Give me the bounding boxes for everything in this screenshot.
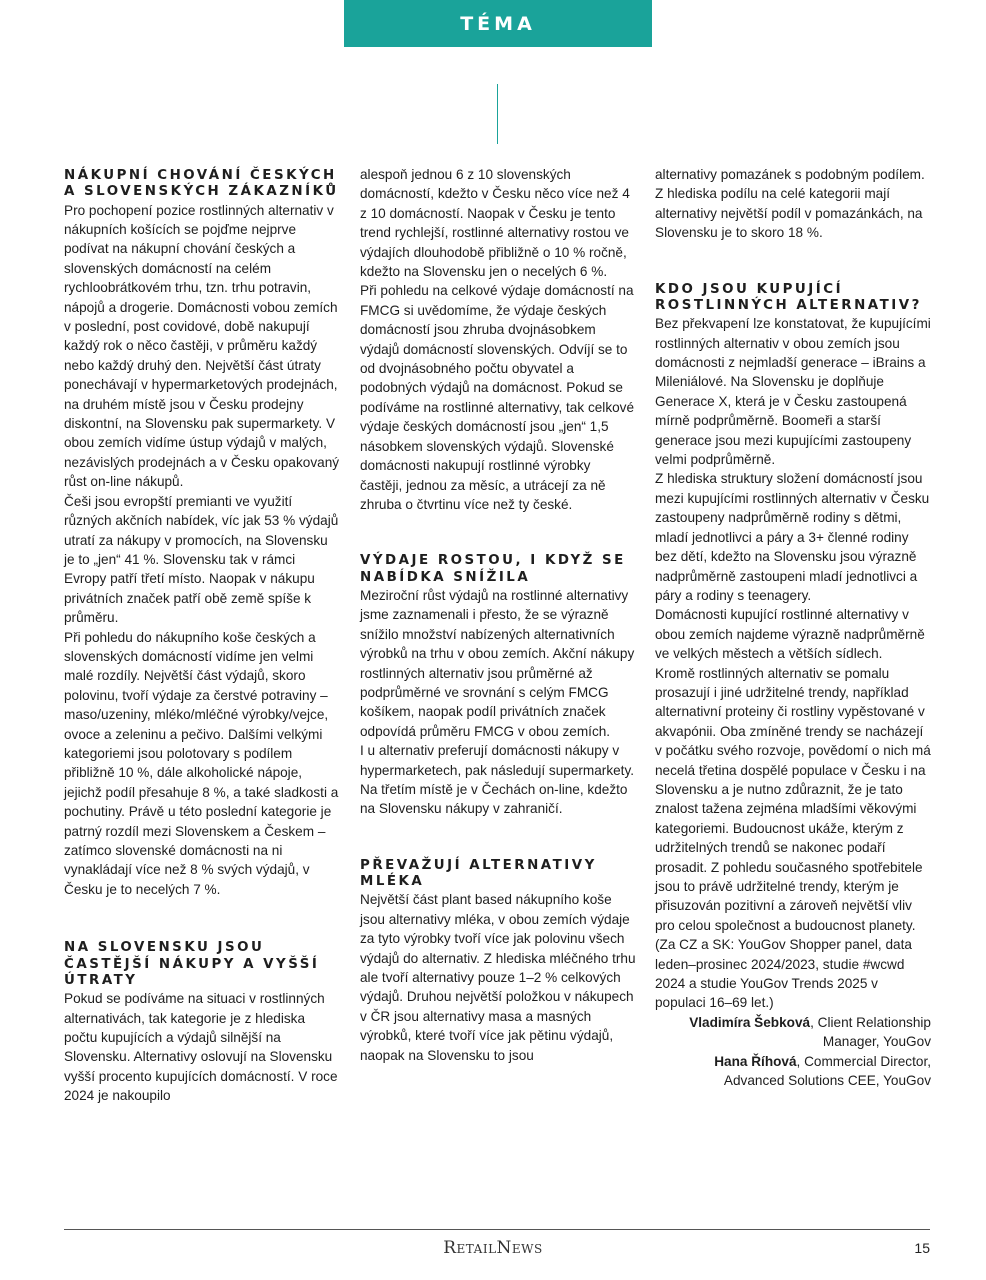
author-role: , Client Relationship Manager, YouGov [810, 1014, 931, 1050]
author-sebkova [655, 1013, 931, 1052]
column-2 [360, 165, 636, 1065]
heading-slovakia-shopping: NA SLOVENSKU JSOU ČASTĚJŠÍ NÁKUPY A VYŠŠÍ ÚTRATY [64, 940, 320, 988]
paragraph: alespoň jednou 6 z 10 slovenských domácností, kdežto v Česku něco více než 4 z 10 domácností. Naopak v Česku je tento trend rychlejší, rostlinné alternativy rostou ve výdajích dlouhodobě přibližně o 10 % ročně, kdežto na Slovensku jen o necelých 6 %. [360, 167, 630, 280]
paragraph: Při pohledu na celkové výdaje domácností na FMCG si uvědomíme, že výdaje českých domácností jsou zhruba dvojnásobkem výdajů domácností slovenských. Odvíjí se to od dvojnásobného počtu obyvatel a podobných výdajů na domácnost. Pokud se podíváme na rostlinné alternativy, tak celkové výdaje českých domácností jsou „jen“ 1,5 násobkem slovenských výdajů. Slovenské domácnosti nakupují rostlinné výrobky častěji, jednou za měsíc, a utrácejí za ně zhruba o čtvrtinu více než ty české. [360, 283, 635, 512]
paragraph: Pokud se podíváme na situaci v rostlinných alternativách, tak kategorie je z hlediska počtu kupujících a výdajů silnější na Slovensku. Alternativy oslovují na Slovensku vyšší procento kupujících domácností. V roce 2024 je nakoupilo [64, 991, 338, 1104]
decorative-vertical-line [497, 84, 498, 144]
spacer [360, 514, 636, 553]
paragraph: Domácnosti kupující rostlinné alternativy v obou zemích najdeme výrazně nadprůměrně ve velkých městech a větších sídlech. [655, 607, 925, 662]
section-header-tema: TÉMA [344, 0, 652, 47]
paragraph: alternativy pomazánek s podobným podílem. Z hlediska podílu na celé kategorii mají alternativy největší podíl v pomazánkách, na Slovensku je to skoro 18 %. [655, 167, 925, 241]
heading-shopping-behavior: NÁKUPNÍ CHOVÁNÍ ČESKÝCH A SLOVENSKÝCH ZÁKAZNÍKŮ [64, 168, 339, 200]
magazine-logo: RetailNews [443, 1238, 543, 1258]
paragraph: Při pohledu do nákupního koše českých a slovenských domácností vidíme jen velmi malé rozdíly. Největší část výdajů, skoro polovinu, tvoří výdaje za čerstvé potraviny – maso/uzeniny, mléko/mléčné výrobky/vejce, ovoce a zeleninu a pečivo. Dalšími velkými kategoriemi jsou polotovary s podílem přibližně 10 %, dále alkoholické nápoje, jejichž podíl přesahuje 8 %, a také sladkosti a pochutiny. Právě u této poslední kategorie je patrný rozdíl mezi Slovenskem a Českem – zatímco slovenské domácnosti na ni vynakládají více než 8 % svých výdajů, v Česku je to necelých 7 %. [64, 629, 339, 897]
spacer [64, 899, 340, 940]
paragraph: Meziroční růst výdajů na rostlinné alternativy jsme zaznamenali i přesto, že se výrazně snížilo množství nabízených alternativních výrobků na trhu v obou zemích. Akční nákupy rostlinných alternativ jsou průměrné až podprůměrné ve srovnání s celým FMCG košíkem, naopak podíl privátních značek odpovídá průměru FMCG v obou zemích. [360, 587, 635, 739]
page-number: 15 [914, 1240, 930, 1256]
heading-spending-growing: VÝDAJE ROSTOU, I KDYŽ SE NABÍDKA SNÍŽILA [360, 553, 626, 585]
paragraph: I u alternativ preferují domácnosti nákupy v hypermarketech, pak následují supermarkety. Na třetím místě je v Čechách on-line, kdežto na Slovensku nákupy v zahraničí. [360, 743, 635, 817]
paragraph: Největší část plant based nákupního koše jsou alternativy mléka, v obou zemích výdaje za tyto výrobky tvoří více jak polovinu všech výdajů do alternativ. Z hlediska mléčného trhu ale tvoří alternativy pouze 1–2 % celkových výdajů. Druhou největší položkou v nákupech v ČR jsou alternativy masa a masných výrobků, které tvoří více jak pětinu výdajů, naopak na Slovensku to jsou [360, 892, 636, 1063]
author-name: Hana Říhová [714, 1053, 797, 1069]
footer-rule [64, 1229, 930, 1230]
paragraph: Bez překvapení lze konstatovat, že kupujícími rostlinných alternativ v obou zemích jsou domácnosti z nejmladší generace – iBrains a Mileniálové. Na Slovensku je doplňuje Generace X, která je v Česku zastoupená mírně podprůměrně. Boomeři a starší generace jsou mezi kupujícími zastoupeny velmi podprůměrně. [655, 316, 931, 468]
spacer [655, 243, 931, 282]
paragraph: Pro pochopení pozice rostlinných alternativ v nákupních košících se pojďme nejprve podívat na nákupní chování českých a slovenských domácností na celém rychloobrátkovém trhu, tzn. trhu potravin, nápojů a drogerie. Domácnosti vobou zemích v poslední, post covidové, době nakupují každý rok o něco častěji, v průměru každý nebo každý druhý den. Největší část útraty ponechávají v hypermarketových prodejnách, na druhém místě jsou v Česku prodejny diskontní, na Slovensku pak supermarkety. V obou zemích vidíme ústup výdajů v malých, nezávislých prodejnách a v Česku opakovaný růst on-line nákupů. [64, 202, 340, 490]
author-rihova [655, 1052, 931, 1091]
column-3 [655, 165, 931, 1090]
column-1 [64, 168, 340, 1106]
heading-milk-alternatives: PŘEVAŽUJÍ ALTERNATIVY MLÉKA [360, 857, 597, 890]
author-name: Vladimíra Šebková [689, 1014, 811, 1030]
spacer [360, 819, 636, 858]
author-role: , Commercial Director, Advanced Solutions CEE, YouGov [723, 1053, 931, 1089]
paragraph: Kromě rostlinných alternativ se pomalu prosazují i jiné udržitelné trendy, například alternativní proteiny či rostliny vypěstované v akvapónii. Oba zmíněné trendy se nacházejí v počátku svého rozvoje, povědomí o nich má necelá třetina dospělé populace v Česku i na Slovensku a je nutno zdůraznit, že je tato znalost tažena zejména mladšími věkovými kategoriemi. Budoucnost ukáže, kterým z udržitelných trendů se nakonec podaří prosadit. Z pohledu současného spotřebitele jsou to právě udržitelné trendy, kterým je přisuzován pozitivní a zároveň největší vliv pro celou společnost a budoucnost planety. [655, 665, 931, 933]
paragraph: Z hlediska struktury složení domácností jsou mezi kupujícími rostlinných alternativ v Česku zastoupeny nadprůměrně rodiny s dětmi, mladí jednotlivci a páry a 3+ členné rodiny bez dětí, kdežto na Slovensku jsou výrazně nadprůměrně zastoupeni mladí jednotlivci a páry a rodiny s teenagery. [655, 471, 930, 603]
heading-who-buys: KDO JSOU KUPUJÍCÍ ROSTLINNÝCH ALTERNATIV? [655, 281, 922, 313]
source-note: (Za CZ a SK: YouGov Shopper panel, data leden–prosinec 2024/2023, studie #wcwd 2024 a studie YouGov Trends 2025 v populaci 16–69 let.) [655, 937, 912, 1011]
paragraph: Češi jsou evropští premianti ve využití různých akčních nabídek, víc jak 53 % výdajů utratí za nákupy v promocích, na Slovensku je to „jen“ 41 %. Slovensku tak v rámci Evropy patří třetí místo. Naopak v nákupu privátních značek patří obě země spíše k průměru. [64, 493, 339, 626]
